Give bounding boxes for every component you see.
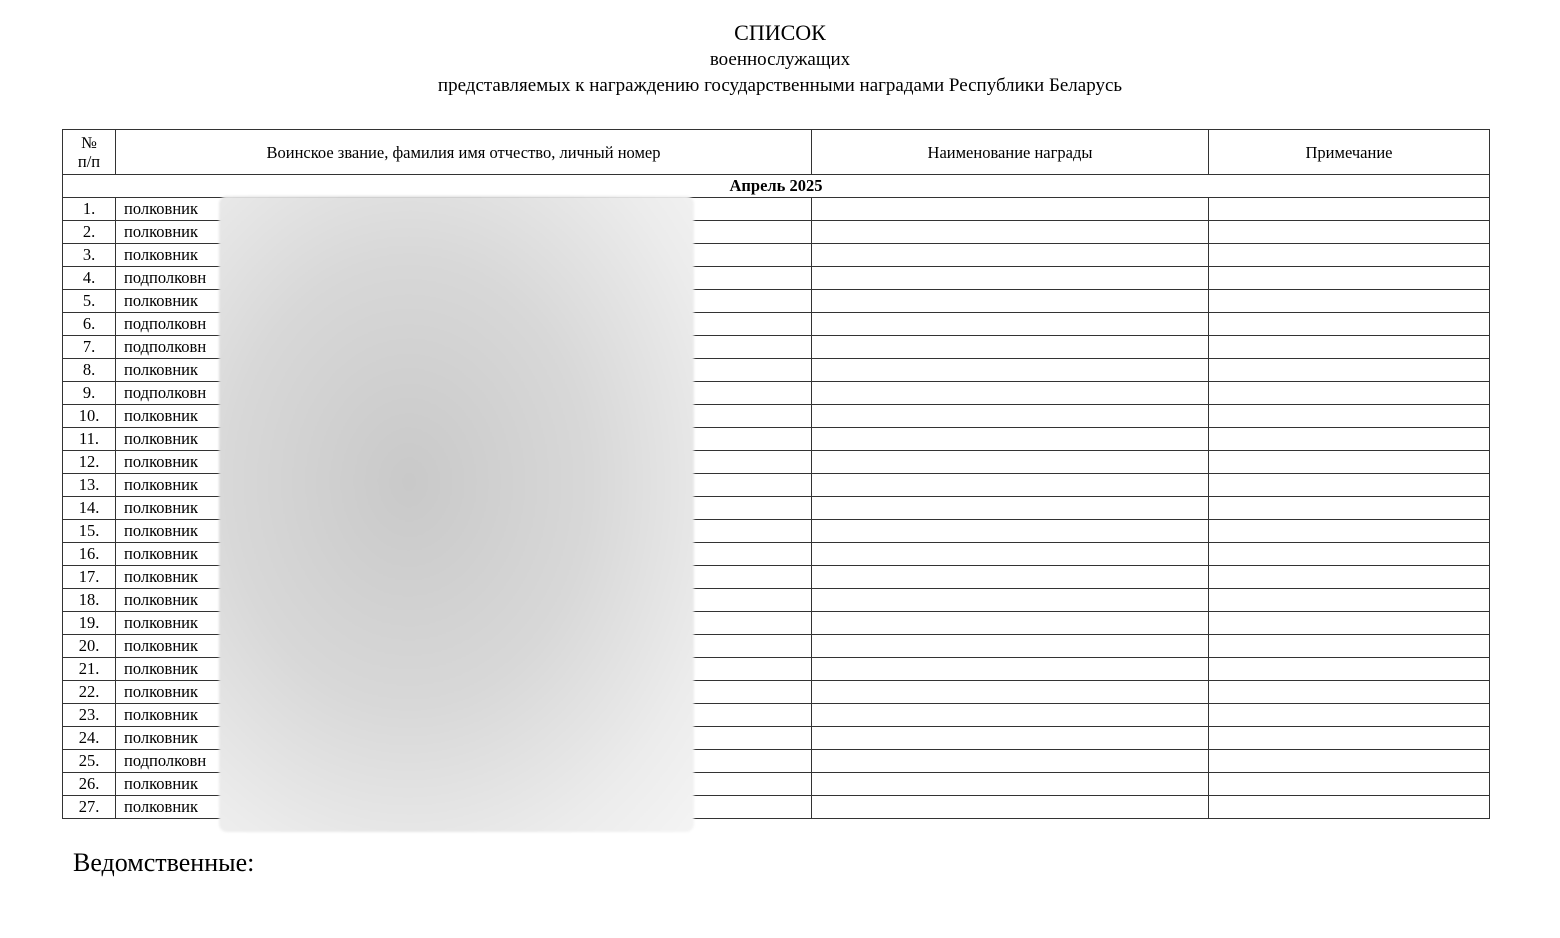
- row-award: [812, 428, 1209, 451]
- row-note: [1209, 244, 1490, 267]
- row-number: 23.: [63, 704, 116, 727]
- column-header-name: Воинское звание, фамилия имя отчество, личный номер: [116, 130, 812, 175]
- row-note: [1209, 543, 1490, 566]
- row-note: [1209, 750, 1490, 773]
- row-award: [812, 750, 1209, 773]
- row-award: [812, 382, 1209, 405]
- row-note: [1209, 704, 1490, 727]
- row-number: 16.: [63, 543, 116, 566]
- row-rank-name: полковник: [116, 727, 812, 750]
- row-award: [812, 405, 1209, 428]
- column-header-number: [63, 130, 116, 175]
- row-note: [1209, 658, 1490, 681]
- row-note: [1209, 474, 1490, 497]
- redaction-blur: [219, 196, 694, 832]
- row-note: [1209, 451, 1490, 474]
- row-rank-name: полковник: [116, 428, 812, 451]
- row-award: [812, 336, 1209, 359]
- row-note: [1209, 635, 1490, 658]
- row-number: 3.: [63, 244, 116, 267]
- row-rank-name: полковник: [116, 566, 812, 589]
- row-award: [812, 290, 1209, 313]
- row-note: [1209, 313, 1490, 336]
- row-note: [1209, 773, 1490, 796]
- document-title: СПИСОК: [734, 20, 826, 45]
- row-award: [812, 451, 1209, 474]
- row-rank-name: полковник: [116, 497, 812, 520]
- row-number: 18.: [63, 589, 116, 612]
- row-rank-name: полковник: [116, 290, 812, 313]
- row-note: [1209, 428, 1490, 451]
- column-header-number-line2: п/п: [77, 152, 101, 171]
- row-award: [812, 474, 1209, 497]
- document-subtitle-2: представляемых к награждению государственными наградами Республики Беларусь: [437, 75, 1123, 96]
- row-award: [812, 635, 1209, 658]
- row-rank-name: полковник: [116, 405, 812, 428]
- row-award: [812, 773, 1209, 796]
- row-rank-name: полковник: [116, 681, 812, 704]
- row-rank-name: подполковн: [116, 313, 812, 336]
- section-row: [63, 175, 1490, 198]
- row-number: 26.: [63, 773, 116, 796]
- footer-label: Ведомственные:: [73, 848, 255, 877]
- row-note: [1209, 267, 1490, 290]
- row-number: 13.: [63, 474, 116, 497]
- row-number: 6.: [63, 313, 116, 336]
- row-note: [1209, 198, 1490, 221]
- row-rank-name: полковник: [116, 198, 812, 221]
- row-note: [1209, 796, 1490, 819]
- row-rank-name: полковник: [116, 635, 812, 658]
- row-note: [1209, 589, 1490, 612]
- row-note: [1209, 727, 1490, 750]
- row-number: 8.: [63, 359, 116, 382]
- row-award: [812, 267, 1209, 290]
- row-note: [1209, 405, 1490, 428]
- section-label: Апрель 2025: [63, 175, 1490, 198]
- row-note: [1209, 566, 1490, 589]
- row-rank-name: полковник: [116, 704, 812, 727]
- row-rank-name: подполковн: [116, 382, 812, 405]
- row-note: [1209, 382, 1490, 405]
- row-award: [812, 681, 1209, 704]
- row-rank-name: полковник: [116, 474, 812, 497]
- row-award: [812, 198, 1209, 221]
- row-rank-name: подполковн: [116, 336, 812, 359]
- row-note: [1209, 612, 1490, 635]
- row-number: 15.: [63, 520, 116, 543]
- row-number: 11.: [63, 428, 116, 451]
- row-award: [812, 520, 1209, 543]
- row-number: 24.: [63, 727, 116, 750]
- row-award: [812, 796, 1209, 819]
- row-rank-name: полковник: [116, 359, 812, 382]
- row-award: [812, 612, 1209, 635]
- column-header-note: Примечание: [1209, 130, 1490, 175]
- row-note: [1209, 359, 1490, 382]
- row-number: 27.: [63, 796, 116, 819]
- row-number: 5.: [63, 290, 116, 313]
- row-rank-name: полковник: [116, 658, 812, 681]
- row-note: [1209, 336, 1490, 359]
- row-number: 10.: [63, 405, 116, 428]
- row-rank-name: полковник: [116, 221, 812, 244]
- row-rank-name: полковник: [116, 589, 812, 612]
- row-award: [812, 313, 1209, 336]
- row-note: [1209, 221, 1490, 244]
- row-note: [1209, 681, 1490, 704]
- row-award: [812, 497, 1209, 520]
- row-number: 19.: [63, 612, 116, 635]
- row-note: [1209, 520, 1490, 543]
- row-number: 17.: [63, 566, 116, 589]
- table-header-row: [63, 130, 1490, 175]
- document-subtitle: военнослужащих: [709, 49, 851, 70]
- row-number: 12.: [63, 451, 116, 474]
- row-rank-name: полковник: [116, 612, 812, 635]
- row-rank-name: полковник: [116, 520, 812, 543]
- row-rank-name: полковник: [116, 244, 812, 267]
- row-award: [812, 244, 1209, 267]
- row-number: 14.: [63, 497, 116, 520]
- row-number: 22.: [63, 681, 116, 704]
- row-award: [812, 589, 1209, 612]
- row-note: [1209, 497, 1490, 520]
- row-rank-name: подполковн: [116, 267, 812, 290]
- row-rank-name: полковник: [116, 796, 812, 819]
- row-award: [812, 566, 1209, 589]
- row-number: 1.: [63, 198, 116, 221]
- row-award: [812, 658, 1209, 681]
- row-number: 21.: [63, 658, 116, 681]
- row-award: [812, 704, 1209, 727]
- row-award: [812, 359, 1209, 382]
- row-rank-name: подполковн: [116, 750, 812, 773]
- row-number: 25.: [63, 750, 116, 773]
- row-note: [1209, 290, 1490, 313]
- row-number: 20.: [63, 635, 116, 658]
- row-number: 7.: [63, 336, 116, 359]
- row-rank-name: полковник: [116, 451, 812, 474]
- row-rank-name: полковник: [116, 543, 812, 566]
- row-award: [812, 727, 1209, 750]
- row-number: 2.: [63, 221, 116, 244]
- column-header-number-line1: №: [81, 133, 97, 152]
- row-number: 9.: [63, 382, 116, 405]
- row-award: [812, 221, 1209, 244]
- row-award: [812, 543, 1209, 566]
- row-number: 4.: [63, 267, 116, 290]
- column-header-award: Наименование награды: [812, 130, 1209, 175]
- row-rank-name: полковник: [116, 773, 812, 796]
